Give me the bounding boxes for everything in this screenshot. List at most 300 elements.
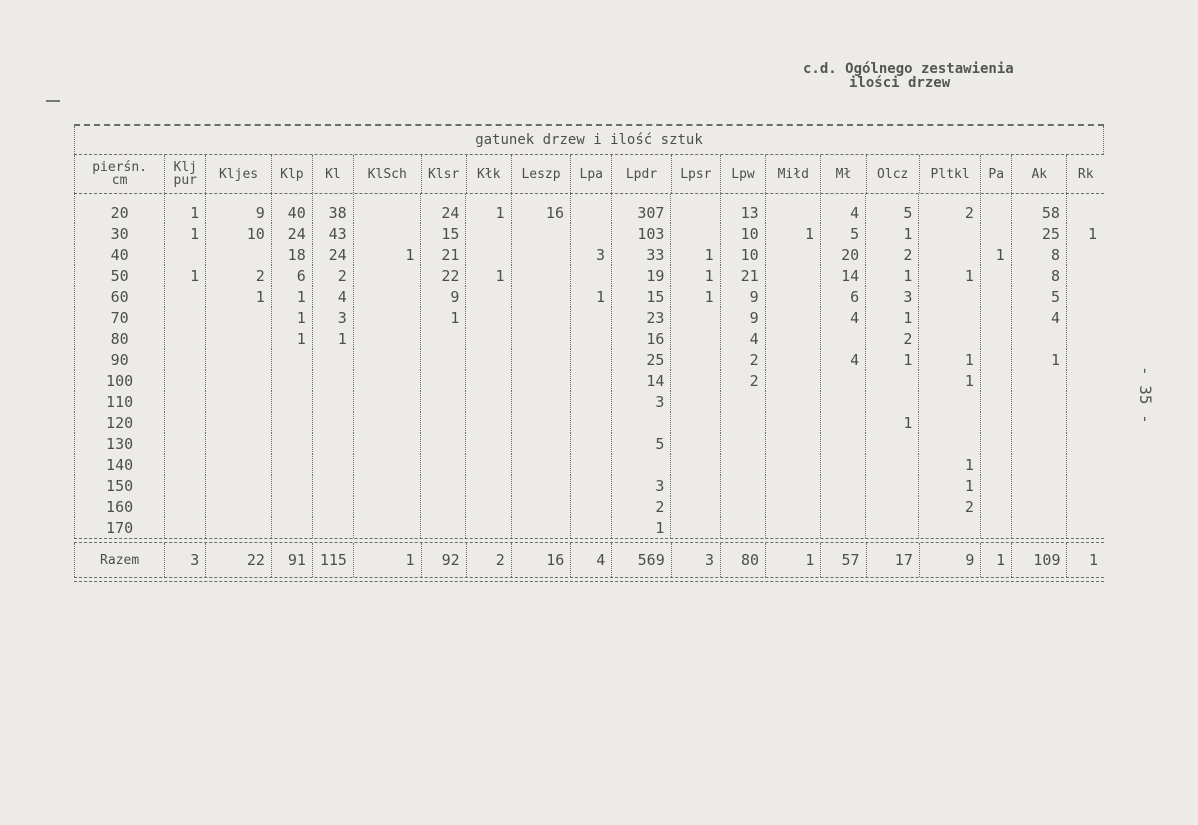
count-cell: 6 [271,265,312,286]
count-cell [765,433,820,454]
count-cell [866,433,919,454]
count-cell: 8 [1011,265,1066,286]
count-cell: 3 [312,307,353,328]
count-cell: 2 [919,194,980,223]
count-cell [511,349,570,370]
count-cell [421,349,466,370]
count-cell [165,475,206,496]
count-cell [821,433,866,454]
count-cell: 10 [720,244,765,265]
count-cell [1066,328,1103,349]
count-cell [570,223,611,244]
count-cell [866,454,919,475]
count-cell [1066,194,1103,223]
count-cell [611,412,670,433]
table-bottom-rule [74,577,1104,582]
count-cell [312,349,353,370]
count-cell [511,223,570,244]
count-cell [980,194,1011,223]
count-cell [271,475,312,496]
count-cell: 1 [165,194,206,223]
count-cell: 13 [720,194,765,223]
count-cell [570,496,611,517]
count-cell [570,370,611,391]
count-cell [312,496,353,517]
count-cell [919,307,980,328]
table-row [75,454,1104,475]
count-cell [421,412,466,433]
count-cell [353,475,421,496]
count-cell [312,475,353,496]
table-group-header [74,126,1104,154]
count-cell: 23 [611,307,670,328]
count-cell [765,349,820,370]
count-cell [511,286,570,307]
count-cell [312,433,353,454]
total-cell: 4 [571,543,612,577]
count-cell: 58 [1011,194,1066,223]
count-cell [671,370,720,391]
count-cell [919,223,980,244]
total-cell: 92 [421,543,466,577]
column-header-row [75,155,1105,193]
count-cell [980,349,1011,370]
count-cell [980,391,1011,412]
count-cell [1011,370,1066,391]
count-cell: 1 [980,244,1011,265]
count-cell [353,391,421,412]
total-label: Razem [75,543,165,577]
total-cell: 109 [1012,543,1067,577]
total-cell: 16 [511,543,570,577]
count-cell [980,496,1011,517]
column-header: Leszp [511,155,570,193]
total-cell: 57 [821,543,866,577]
count-cell [980,517,1011,538]
count-cell: 3 [866,286,919,307]
count-cell [466,286,511,307]
count-cell [570,412,611,433]
count-cell [421,391,466,412]
count-cell [671,517,720,538]
count-cell [466,244,511,265]
count-cell [570,349,611,370]
count-cell: 3 [570,244,611,265]
count-cell [466,223,511,244]
count-cell [1066,454,1103,475]
count-cell [1011,391,1066,412]
column-header: pierśn. cm [75,155,165,193]
count-cell [570,194,611,223]
count-cell: 1 [919,349,980,370]
count-cell [980,454,1011,475]
count-cell [271,454,312,475]
count-cell: 1 [919,475,980,496]
count-cell [312,370,353,391]
column-header: KlSch [353,155,421,193]
tree-count-table [74,124,1104,582]
count-cell [980,307,1011,328]
count-cell [206,496,272,517]
count-cell [1066,475,1103,496]
count-cell [1011,412,1066,433]
count-cell: 19 [611,265,670,286]
count-cell [765,370,820,391]
heading-line-1: c.d. Ogólnego zestawienia [803,61,1014,77]
table-row [75,194,1104,223]
count-cell [165,307,206,328]
document-heading [803,62,1014,90]
count-cell: 4 [312,286,353,307]
count-cell [980,433,1011,454]
count-cell: 1 [919,454,980,475]
count-cell: 5 [1011,286,1066,307]
column-header: Ak [1012,155,1067,193]
count-cell: 3 [611,391,670,412]
count-cell [353,286,421,307]
count-cell [206,328,272,349]
count-cell [511,412,570,433]
count-cell [466,496,511,517]
count-cell [765,412,820,433]
column-header: Lpw [720,155,765,193]
count-cell [165,370,206,391]
table-row [75,391,1104,412]
count-cell [1011,475,1066,496]
count-cell [1066,307,1103,328]
data-body-table [74,194,1104,538]
count-cell: 307 [611,194,670,223]
diameter-cell: 20 [75,194,165,223]
margin-mark [46,100,60,102]
count-cell [312,391,353,412]
count-cell [1011,496,1066,517]
table-row [75,244,1104,265]
count-cell [866,370,919,391]
count-cell [570,328,611,349]
count-cell [821,517,866,538]
count-cell [271,433,312,454]
table-row [75,349,1104,370]
count-cell [421,433,466,454]
count-cell [765,496,820,517]
count-cell [353,412,421,433]
count-cell [1011,328,1066,349]
diameter-cell: 90 [75,349,165,370]
count-cell [821,370,866,391]
count-cell: 16 [611,328,670,349]
table-row [75,286,1104,307]
count-cell [466,475,511,496]
count-cell [980,412,1011,433]
count-cell [421,370,466,391]
count-cell [353,328,421,349]
count-cell [165,244,206,265]
count-cell: 5 [821,223,866,244]
table-row [75,328,1104,349]
count-cell [570,475,611,496]
count-cell: 2 [720,349,765,370]
count-cell [1066,286,1103,307]
count-cell: 15 [421,223,466,244]
table-row [75,223,1104,244]
count-cell: 33 [611,244,670,265]
column-header: Pltkl [919,155,981,193]
count-cell: 10 [206,223,272,244]
total-cell: 1 [1088,551,1098,569]
table-row [75,475,1104,496]
count-cell [466,370,511,391]
count-cell [511,391,570,412]
count-cell: 43 [312,223,353,244]
count-cell [511,496,570,517]
diameter-cell: 140 [75,454,165,475]
count-cell [1066,496,1103,517]
count-cell: 1 [312,328,353,349]
count-cell: 1 [353,244,421,265]
count-cell [720,454,765,475]
count-cell [570,307,611,328]
column-header: Pa [981,155,1012,193]
count-cell [165,454,206,475]
count-cell [671,349,720,370]
total-cell: 1 [353,543,421,577]
count-cell [1011,454,1066,475]
diameter-cell: 70 [75,307,165,328]
column-header: Lpsr [671,155,720,193]
count-cell [312,517,353,538]
count-cell [466,307,511,328]
count-cell [165,412,206,433]
count-cell [466,517,511,538]
column-header: Kłk [466,155,511,193]
count-cell [421,496,466,517]
count-cell [1066,391,1103,412]
count-cell [206,412,272,433]
diameter-cell: 50 [75,265,165,286]
count-cell [165,349,206,370]
count-cell [765,328,820,349]
count-cell [570,454,611,475]
count-cell: 1 [271,307,312,328]
total-cell: 3 [165,543,206,577]
count-cell: 9 [421,286,466,307]
count-cell: 5 [866,194,919,223]
count-cell [271,349,312,370]
count-cell [671,307,720,328]
count-cell: 20 [821,244,866,265]
count-cell [821,391,866,412]
count-cell [511,475,570,496]
count-cell [206,370,272,391]
count-cell: 2 [312,265,353,286]
count-cell [421,454,466,475]
count-cell: 4 [821,194,866,223]
count-cell: 9 [206,194,272,223]
column-header: Klsr [421,155,466,193]
count-cell [1066,349,1103,370]
column-header: Mł [821,155,866,193]
total-cell: 80 [720,543,765,577]
count-cell [919,391,980,412]
count-cell [1066,265,1103,286]
count-cell: 4 [720,328,765,349]
diameter-cell: 130 [75,433,165,454]
count-cell: 4 [821,349,866,370]
count-cell: 1 [866,223,919,244]
count-cell [312,454,353,475]
total-table [74,543,1104,577]
diameter-cell: 30 [75,223,165,244]
column-header: Miłd [766,155,821,193]
count-cell [671,412,720,433]
count-cell [511,265,570,286]
count-cell [165,433,206,454]
column-header: Klp [271,155,312,193]
count-cell [919,412,980,433]
count-cell [919,244,980,265]
count-cell [421,517,466,538]
count-cell [866,475,919,496]
count-cell [821,475,866,496]
count-cell [1011,517,1066,538]
count-cell: 5 [611,433,670,454]
total-cell: 91 [271,543,312,577]
count-cell [466,391,511,412]
count-cell [206,433,272,454]
count-cell: 1 [271,328,312,349]
count-cell: 2 [611,496,670,517]
count-cell: 9 [720,307,765,328]
count-cell [980,370,1011,391]
count-cell [821,328,866,349]
count-cell: 8 [1011,244,1066,265]
count-cell [671,475,720,496]
count-cell [671,328,720,349]
count-cell [570,265,611,286]
diameter-cell: 160 [75,496,165,517]
count-cell [165,286,206,307]
count-cell [165,328,206,349]
count-cell [165,496,206,517]
count-cell [511,454,570,475]
count-cell [1011,433,1066,454]
count-cell: 1 [866,265,919,286]
count-cell [1066,370,1103,391]
count-cell [511,433,570,454]
total-cell: 3 [671,543,720,577]
count-cell: 24 [421,194,466,223]
count-cell [206,349,272,370]
table-row [75,412,1104,433]
count-cell: 3 [611,475,670,496]
count-cell [765,244,820,265]
count-cell [511,307,570,328]
count-cell [353,370,421,391]
total-row [75,543,1105,577]
total-cell: 22 [206,543,272,577]
column-header: Kl [312,155,353,193]
diameter-cell: 170 [75,517,165,538]
heading-line-2: ilości drzew [849,75,951,91]
page-number: - 35 - [1136,366,1155,424]
count-cell [421,328,466,349]
count-cell [353,349,421,370]
count-cell: 25 [611,349,670,370]
count-cell [765,194,820,223]
count-cell: 2 [866,328,919,349]
column-header: Lpa [571,155,612,193]
count-cell: 21 [720,265,765,286]
count-cell [1066,244,1103,265]
count-cell [765,517,820,538]
diameter-cell: 110 [75,391,165,412]
count-cell: 1 [765,223,820,244]
count-cell: 1 [671,286,720,307]
count-cell [206,475,272,496]
count-cell [353,496,421,517]
count-cell [165,391,206,412]
count-cell [671,454,720,475]
count-cell [353,307,421,328]
count-cell: 1 [1011,349,1066,370]
total-cell: 2 [466,543,511,577]
count-cell: 1 [919,370,980,391]
table-row [75,496,1104,517]
count-cell: 1 [919,265,980,286]
count-cell [421,475,466,496]
count-cell [353,194,421,223]
count-cell [570,517,611,538]
total-cell: 569 [612,543,671,577]
count-cell: 38 [312,194,353,223]
count-cell: 1 [611,517,670,538]
count-cell [765,454,820,475]
count-cell [671,391,720,412]
count-cell: 10 [720,223,765,244]
table-row [75,370,1104,391]
count-cell [206,517,272,538]
count-cell [720,391,765,412]
table-row [75,517,1104,538]
count-cell: 1 [271,286,312,307]
count-cell [466,412,511,433]
count-cell [720,412,765,433]
count-cell [866,496,919,517]
total-cell: 115 [312,543,353,577]
count-cell [765,286,820,307]
group-header-cell: gatunek drzew i ilość sztuk [75,126,1104,154]
count-cell [765,265,820,286]
total-cell: 9 [919,543,981,577]
count-cell: 2 [866,244,919,265]
column-header: Kljes [206,155,272,193]
count-cell: 1 [570,286,611,307]
count-cell [206,307,272,328]
count-cell [206,391,272,412]
count-cell [271,370,312,391]
column-header: Rk [1077,166,1094,182]
count-cell [980,475,1011,496]
count-cell [765,391,820,412]
count-cell [165,517,206,538]
count-cell [312,412,353,433]
count-cell [570,391,611,412]
count-cell [821,496,866,517]
count-cell [671,194,720,223]
data-table [74,155,1104,193]
count-cell: 1 [1087,224,1097,243]
